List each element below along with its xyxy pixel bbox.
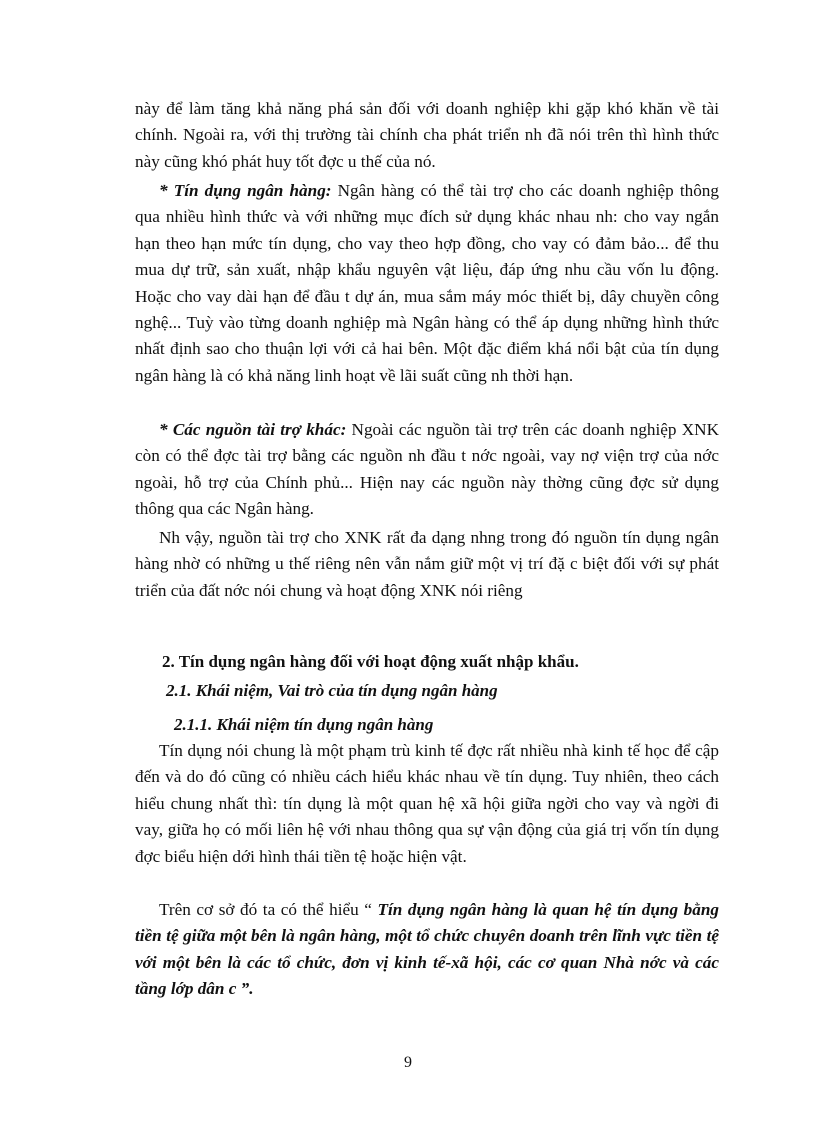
paragraph-bankruptcy-risk bbox=[135, 96, 719, 175]
definition-intro: Trên cơ sở đó ta có thể hiểu “ bbox=[159, 900, 378, 919]
paragraph-credit-concept bbox=[135, 738, 719, 870]
paragraph-other-funding bbox=[135, 417, 719, 523]
other-funding-label: * Các nguồn tài trợ khác: bbox=[159, 420, 347, 439]
section-heading-2-1-1: 2.1.1. Khái niệm tín dụng ngân hàng bbox=[174, 715, 434, 734]
paragraph-summary bbox=[135, 525, 719, 604]
page-number: 9 bbox=[404, 1054, 412, 1071]
paragraph-bank-credit-definition bbox=[135, 897, 719, 1003]
paragraph-text: Ngoài các nguồn tài trợ trên các doanh nghiệp XNK còn có thể đợc tài trợ bằng các nguồn nh đầu t nớc ngoài, vay nợ viện trợ của nớc ngoài, hỗ trợ của Chính phủ... Hiện nay các nguồn này thờng cũng đợc sử dụng thông qua các Ngân hàng. bbox=[135, 420, 719, 519]
section-heading-2: 2. Tín dụng ngân hàng đối với hoạt động xuất nhập khẩu. bbox=[162, 652, 579, 671]
paragraph-text: Tín dụng nói chung là một phạm trù kinh tế đợc rất nhiều nhà kinh tế học để cập đến và do đó cũng có nhiều cách hiểu khác nhau về tín dụng. Tuy nhiên, theo cách hiểu chung nhất thì: tín dụng là một quan hệ xã hội giữa ngời cho vay và ngời đi vay, giữa họ có mối liên hệ với nhau thông qua sự vận động của giá trị vốn tín dụng đợc biểu hiện dới hình thái tiền tệ hoặc hiện vật. bbox=[135, 741, 719, 866]
paragraph-text: này để làm tăng khả năng phá sản đối với doanh nghiệp khi gặp khó khăn về tài chính. Ngoài ra, với thị trường tài chính cha phát triển nh đã nói trên thì hình thức này cũng khó phát huy tốt đợc u thế của nó. bbox=[135, 99, 719, 171]
definition-text: Tín dụng ngân hàng là quan hệ tín dụng bằng tiền tệ giữa một bên là ngân hàng, một tổ chức chuyên doanh trên lĩnh vực tiền tệ với một bên là các tổ chức, đơn vị kinh tế-xã hội, các cơ quan Nhà nớc và các tầng lớp dân c ”. bbox=[135, 900, 719, 999]
paragraph-text: Ngân hàng có thể tài trợ cho các doanh nghiệp thông qua nhiều hình thức và với những mục đích sử dụng khác nhau nh: cho vay ngắn hạn theo hạn mức tín dụng, cho vay theo hợp đồng, cho vay có đảm bảo... để thu mua dự trữ, sản xuất, nhập khẩu nguyên vật liệu, đáp ứng nhu cầu vốn lu động. Hoặc cho vay dài hạn để đầu t dự án, mua sắm máy móc thiết bị, dây chuyền công nghệ... Tuỳ vào từng doanh nghiệp mà Ngân hàng có thể áp dụng những hình thức nhất định sao cho thuận lợi với cả hai bên. Một đặc điểm khá nổi bật của tín dụng ngân hàng là có khả năng linh hoạt về lãi suất cũng nh thời hạn. bbox=[135, 181, 719, 385]
paragraph-bank-credit bbox=[135, 178, 719, 389]
paragraph-text: Nh vậy, nguồn tài trợ cho XNK rất đa dạng nhng trong đó nguồn tín dụng ngân hàng nhờ có những u thế riêng nên vẫn nắm giữ một vị trí đặ c biệt đối với sự phát triển của đất nớc nói chung và hoạt động XNK nói riêng bbox=[135, 528, 719, 600]
bank-credit-label: * Tín dụng ngân hàng: bbox=[159, 181, 332, 200]
section-heading-2-1: 2.1. Khái niệm, Vai trò của tín dụng ngân hàng bbox=[166, 681, 498, 700]
